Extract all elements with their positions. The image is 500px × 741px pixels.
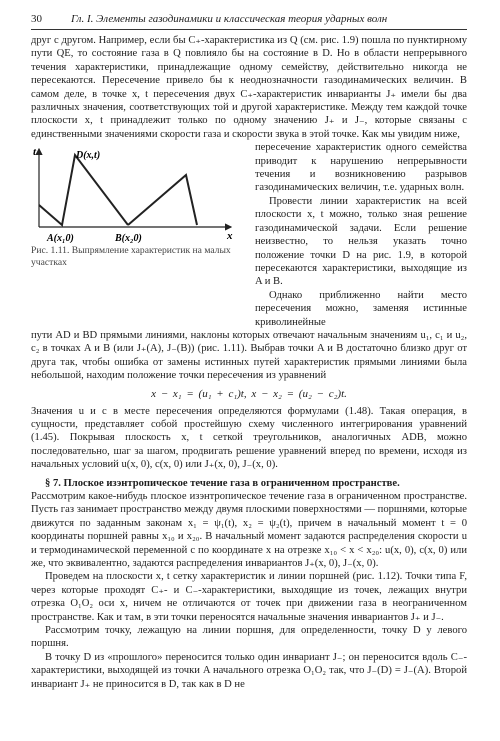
page-number: 30: [31, 13, 42, 25]
paragraph-2: Провести линии характеристик на всей плоскости x, t можно, только зная решение газодинамической задачи. Если решение неизвестно, то нельзя указать точно положение точки D на рис. 1.9, в которой пересекаются характеристики, выходящие из A и B.: [255, 195, 467, 288]
section-heading: [31, 477, 467, 490]
characteristics-diagram: [31, 141, 243, 243]
paragraph-1: друг с другом. Например, если бы C₊-характеристика из Q (см. рис. 1.9) пошла по пунктирному пути QE, то состояние газа в Q повлияло бы на состояние в D. Но в области непрерывного течения характеристики, принадлежащие одному семейству, действительно никогда не пересекаются. Пересечение привело бы к неоднозначности газодинамических величин. В самом деле, в точке x, t пересечения двух C₊-характеристик инварианты J₊ имели бы два различных значения, соответствующих той и другой характеристике. Между тем каждой точке плоскости x, t принадлежит только по одному значению J₊ и J₋, которые связаны с единственными значениями скорости газа и скорости звука в этой точке. Как мы увидим ниже,: [31, 35, 467, 140]
characteristic-c-minus-left: [39, 155, 128, 225]
label-D: D(x,t): [76, 150, 101, 162]
equation: x − x₁ = (u₁ + c₁)t, x − x₂ = (u₂ − c₂)t.: [151, 387, 347, 400]
paragraph-3-start: Однако приближенно найти место пересечения можно, заменяя истинные криволинейные: [255, 289, 467, 328]
paragraph-3: пути AD и BD прямыми линиями, наклоны которых отвечают начальным значениям u₁, c₁ и u₂, c₂ в точках A и B (или J₊(A), J₋(B)) (рис. 1.11). Выбрав точки A и B достаточно близко друг от друга так, чтобы ошибка от замены истинных путей характеристик прямыми линиями была небольшой, находим положение точки пересечения из уравнений: [31, 329, 467, 382]
figure-row: [31, 141, 467, 329]
figure-side-text: [243, 141, 467, 329]
x-axis-label: x: [227, 230, 233, 243]
running-title: Гл. I. Элементы газодинамики и классическая теория ударных волн: [71, 13, 388, 25]
paragraph-8: В точку D из «прошлого» переносится только один инвариант J₋; он переносится вдоль C₋-характеристики, выходящей из точки A начального отрезка O₁O₂ так, что J₋(D) = J₋(A). Второй инвариант J₊ не приносится в D, так как в D не: [31, 651, 467, 690]
label-B: B(x₂0): [115, 233, 142, 244]
paragraph-1-continued: пересечение характеристик одного семейства приводит к нарушению непрерывности течения и возникновению разрывов газодинамических величин, т.е. ударных волн.: [255, 142, 467, 194]
paragraph-5: Рассмотрим какое-нибудь плоское изэнтропическое течение газа в ограниченном пространстве. Пусть газ занимает пространство между двумя плоскими поверхностями — поршнями, которые движутся по заданным законам x₁ = ψ₁(t), x₂ = ψ₂(t), причем в начальный момент t = 0 координаты поршней равны x₁₀ и x₂₀. В начальный момент задаются распределения скорости u и термодинамической переменной c по координате x на отрезке x₁₀ < x < x₂₀: u(x, 0), c(x, 0) или же, что эквивалентно, задаются распределения инвариантов J₊(x, 0), J₋(x, 0).: [31, 491, 467, 570]
section-title: § 7. Плоское изэнтропическое течение газа в ограниченном пространстве.: [45, 477, 400, 489]
paragraph-4: Значения u и c в месте пересечения определяются формулами (1.48). Такая операция, в сущности, представляет собой простейшую схему численного интегрирования уравнений (1.45). Покрывая плоскость x, t сеткой треугольников, аналогичных ADB, можно последовательно, шаг за шагом, продвигать решение уравнений вперед по времени, исходя из начальных условий u(x, 0), c(x, 0) или J₊(x, 0), J₋(x, 0).: [31, 405, 467, 471]
paragraph-6: Проведем на плоскости x, t сетку характеристик и линии поршней (рис. 1.12). Точки типа F, через которые проходят C₊- и C₋-характеристики, выходящие из точек, лежащих внутри отрезка O₁O₂ оси x, ничем не отличаются от точек при движении газа в неограниченном пространстве. Как и там, в эти точки переносятся начальные значения инвариантов J₊ и J₋.: [31, 571, 467, 623]
t-axis-label: t: [33, 146, 37, 159]
figure-caption: Рис. 1.11. Выпрямление характеристик на малых участках: [31, 245, 231, 268]
characteristic-c-plus-right: [128, 175, 197, 225]
paragraph-7: Рассмотрим точку, лежащую на линии поршня, для определенности, точку D у левого поршня.: [31, 625, 467, 650]
running-header: [31, 13, 467, 30]
figure-1-11: [31, 141, 243, 329]
label-A: A(x₁0): [47, 233, 74, 244]
